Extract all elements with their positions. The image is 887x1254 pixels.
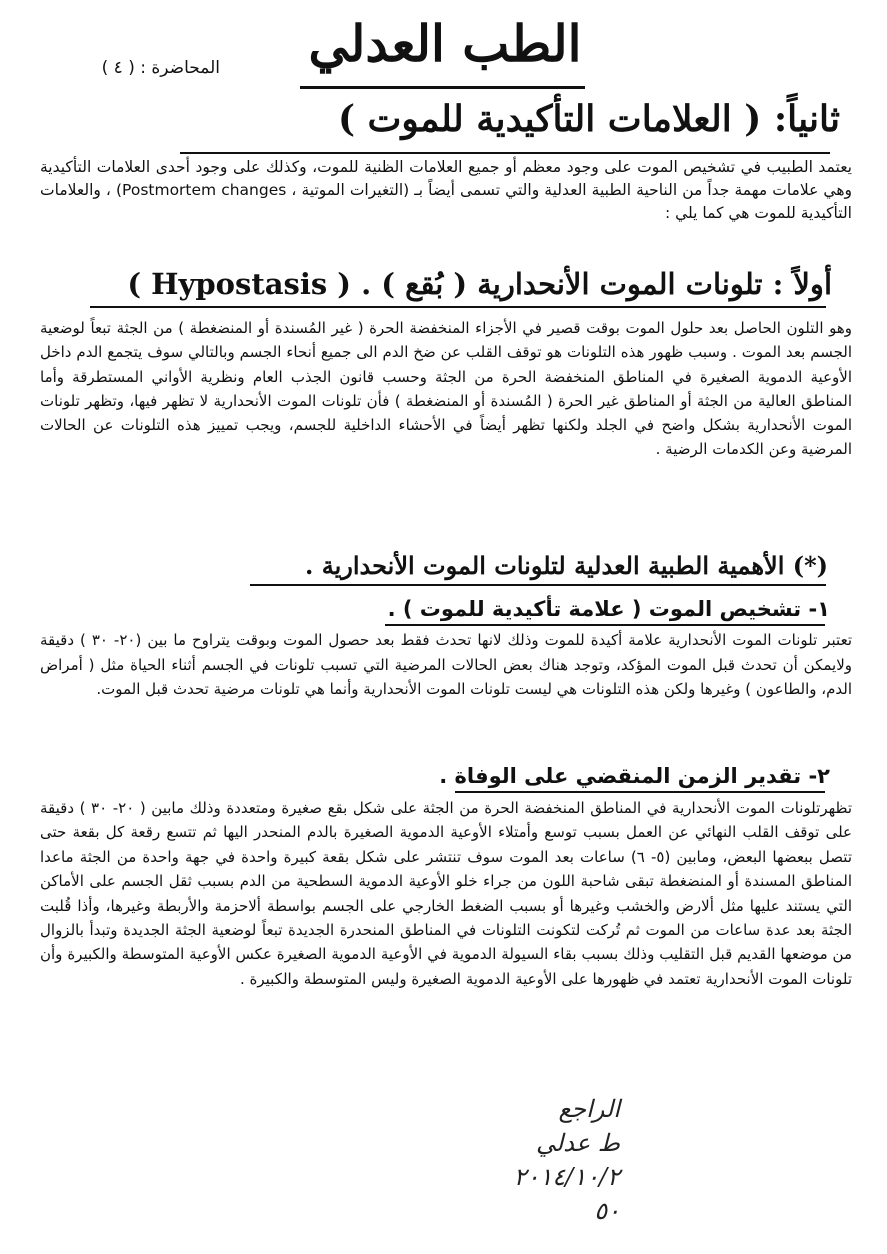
item1-paragraph: تعتبر تلونات الموت الأنحدارية علامة أكيدة للموت وذلك لانها تحدث فقط بعد حصول الموت وبوقت يتراوح ما بين (٢٠- ٣٠ ) دقيقة ولايمكن أن تحدث قبل الموت المؤكد، وتوجد هناك بعض الحالات المرضية التي تسبب تلونات في الجسم أثناء الحياة مثل ( أمراض الدم، والطاعون ) وغيرها ولكن هذه التلونات هي ليست تلونات الموت الأنحدارية وأنما هي تلونات مرضية تحدث قبل الموت. (40, 631, 852, 698)
item2-paragraph: تظهرتلونات الموت الأنحدارية في المناطق المنخفضة الحرة من الجثة على شكل بقع صغيرة ومتعددة وذلك مابين ( ٢٠- ٣٠ ) دقيقة على توقف القلب النهائي عن العمل بسبب توسع وأمتلاء الأوعية الدموية الصغيرة بالدم المنحدر اليها ثم تتسع رقعة كل بقعة حتى تتصل ببعضها البعض، ومابين (٥- ٦) ساعات بعد الموت سوف تنتشر على شكل بقعة كبيرة واحدة في جهة واحدة من الجثة ماعدا المناطق المسندة أو المنضغطة تبقى شاحبة اللون من جراء خلو الأوعية الدموية السطحية من الدم بسبب ثقل الجسم على الأماكن التي يستند عليها مثل ألارض والخشب وغيرها أو بسبب الضغط الخارجي على الجسم بواسطة ألاحزمة والأربطة وغيرها، وأذا قُلبت الجثة بعد عدة ساعات من الموت ثم تُركت لتكونت التلونات في المناطق المنحدرة الجديدة تبعاً لوضعية الجثة الجديدة وتبدأ بالزوال من موضعها القديم قبل التقليب وذلك بسبب بقاء السيولة الدموية في الأوعية الدموية الصغيرة عكس الأوعية المتوسطة والكبيرة وأن تلونات الموت الأنحدارية تعتمد في ظهورها على الأوعية الدموية الصغيرة وليس المتوسطة والكبيرة . (40, 799, 853, 988)
lecture-number: المحاضرة : ( ٤ ) (101, 58, 220, 78)
importance-heading-underline (250, 584, 826, 586)
item1-heading: ١- تشخيص الموت ( علامة تأكيدية للموت ) . (387, 597, 830, 621)
signature-line: ٥٠ (594, 1197, 620, 1225)
importance-heading: (*) الأهمية الطبية العدلية لتلونات الموت الأنحدارية . (305, 551, 828, 580)
signature-line: الراجع (558, 1095, 620, 1123)
title-underline (300, 86, 585, 89)
signature-line: ط عدلي (535, 1129, 620, 1157)
item1-heading-underline (385, 624, 825, 626)
section-heading-underline (180, 152, 830, 154)
item2-heading-underline (455, 791, 825, 793)
item2-heading: ٢- تقدير الزمن المنقضي على الوفاة . (439, 764, 830, 788)
signature-date: ٢٠١٤/١٠/٢ (513, 1163, 620, 1191)
handwritten-signature (420, 1092, 620, 1232)
main-title: الطب العدلي (308, 14, 582, 73)
section-heading: ثانياً: ( العلامات التأكيدية للموت ) (337, 98, 840, 140)
first-paragraph: وهو التلون الحاصل بعد حلول الموت بوقت قصير في الأجزاء المنخفضة الحرة ( غير المُسندة أو المنضغطة ) من الجثة تبعاً لوضعية الجسم بعد الموت . وسبب ظهور هذه التلونات هو توقف القلب عن ضخ الدم الى جميع أنحاء الجسم وبالتالي سوف يتجمع الدم داخل الأوعية الدموية الصغيرة في المناطق المنخفضة الحرة من الجثة وحسب قانون الجذب العام ونظرية الأواني المستطرقة وأما المناطق العالية من الجثة أو المناطق غير الحرة ( المُسندة أو المنضغطة ) فأن تلونات الموت الأنحدارية لا تظهر فيها، وتظهر تلونات الموت الأنحدارية بشكل واضح في الجلد ولكنها تظهر أيضاً في الأحشاء الداخلية للجسم، ويجب تمييز هذه التلونات عن الحالات المرضية وعن الكدمات الرضية . (40, 319, 852, 459)
intro-paragraph: يعتمد الطبيب في تشخيص الموت على وجود معظم أو جميع العلامات الظنية للموت، وكذلك على وجود أحدى العلامات التأكيدية وهي علامات مهمة جداً من الناحية الطبية العدلية والتي تسمى أيضاً بـ (التغيرات الموتية ، Postmortem changes) ، والعلامات التأكيدية للموت هي كما يلي : (40, 158, 852, 223)
first-heading: أولاً : تلونات الموت الأنحدارية ( بُقع ) . ( Hypostasis ) (127, 267, 832, 301)
first-heading-underline (90, 306, 826, 308)
